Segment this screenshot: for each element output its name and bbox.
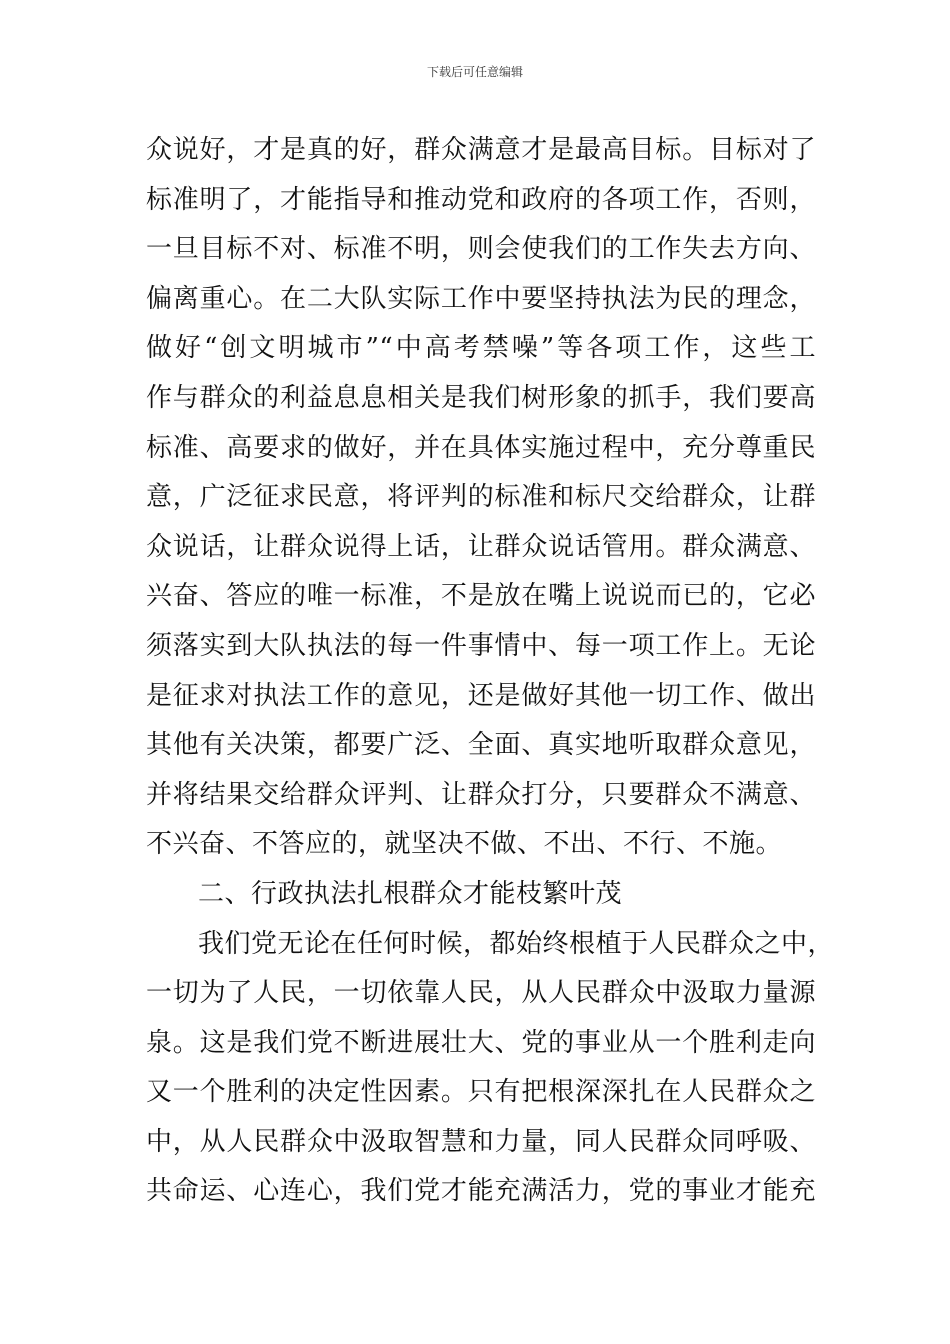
text-line: 众说话，让群众说得上话，让群众说话管用。群众满意、 [146,531,816,562]
text-line: 做好“创文明城市”“中高考禁噪”等各项工作，这些工 [146,333,816,364]
text-line: 作与群众的利益息息相关是我们树形象的抓手，我们要高 [146,382,816,413]
text-line: 中，从人民群众中汲取智慧和力量，同人民群众同呼吸、 [146,1126,816,1157]
text-line: 标准明了，才能指导和推动党和政府的各项工作，否则， [146,184,816,215]
document-body [146,126,835,1217]
text-line: 一切为了人民，一切依靠人民，从人民群众中汲取力量源 [146,978,816,1009]
text-line: 一旦目标不对、标准不明，则会使我们的工作失去方向、 [146,234,816,265]
page-header: 下载后可任意编辑 [426,65,523,79]
text-line: 偏离重心。在二大队实际工作中要坚持执法为民的理念， [146,283,816,314]
text-line: 是征求对执法工作的意见，还是做好其他一切工作、做出 [146,680,816,711]
text-line: 众说好，才是真的好，群众满意才是最高目标。目标对了 [146,135,816,165]
text-line: 其他有关决策，都要广泛、全面、真实地听取群众意见， [146,730,816,761]
text-line: 泉。这是我们党不断进展壮大、党的事业从一个胜利走向 [146,1027,816,1058]
text-line: 意，广泛征求民意，将评判的标准和标尺交给群众，让群 [146,482,816,513]
paragraph-first-line: 我们党无论在任何时候，都始终根植于人民群众之中， [198,928,835,959]
text-line: 兴奋、答应的唯一标准，不是放在嘴上说说而已的，它必 [146,581,816,612]
text-line: 须落实到大队执法的每一件事情中、每一项工作上。无论 [146,630,816,661]
text-line: 标准、高要求的做好，并在具体实施过程中，充分尊重民 [146,432,816,463]
text-line: 不兴奋、不答应的，就坚决不做、不出、不行、不施。 [146,829,783,860]
text-line: 又一个胜利的决定性因素。只有把根深深扎在人民群众之 [146,1077,816,1108]
text-line: 并将结果交给群众评判、让群众打分，只要群众不满意、 [146,779,816,810]
section-heading: 二、行政执法扎根群众才能枝繁叶茂 [198,878,623,909]
text-line: 共命运、心连心，我们党才能充满活力，党的事业才能充 [146,1176,816,1207]
